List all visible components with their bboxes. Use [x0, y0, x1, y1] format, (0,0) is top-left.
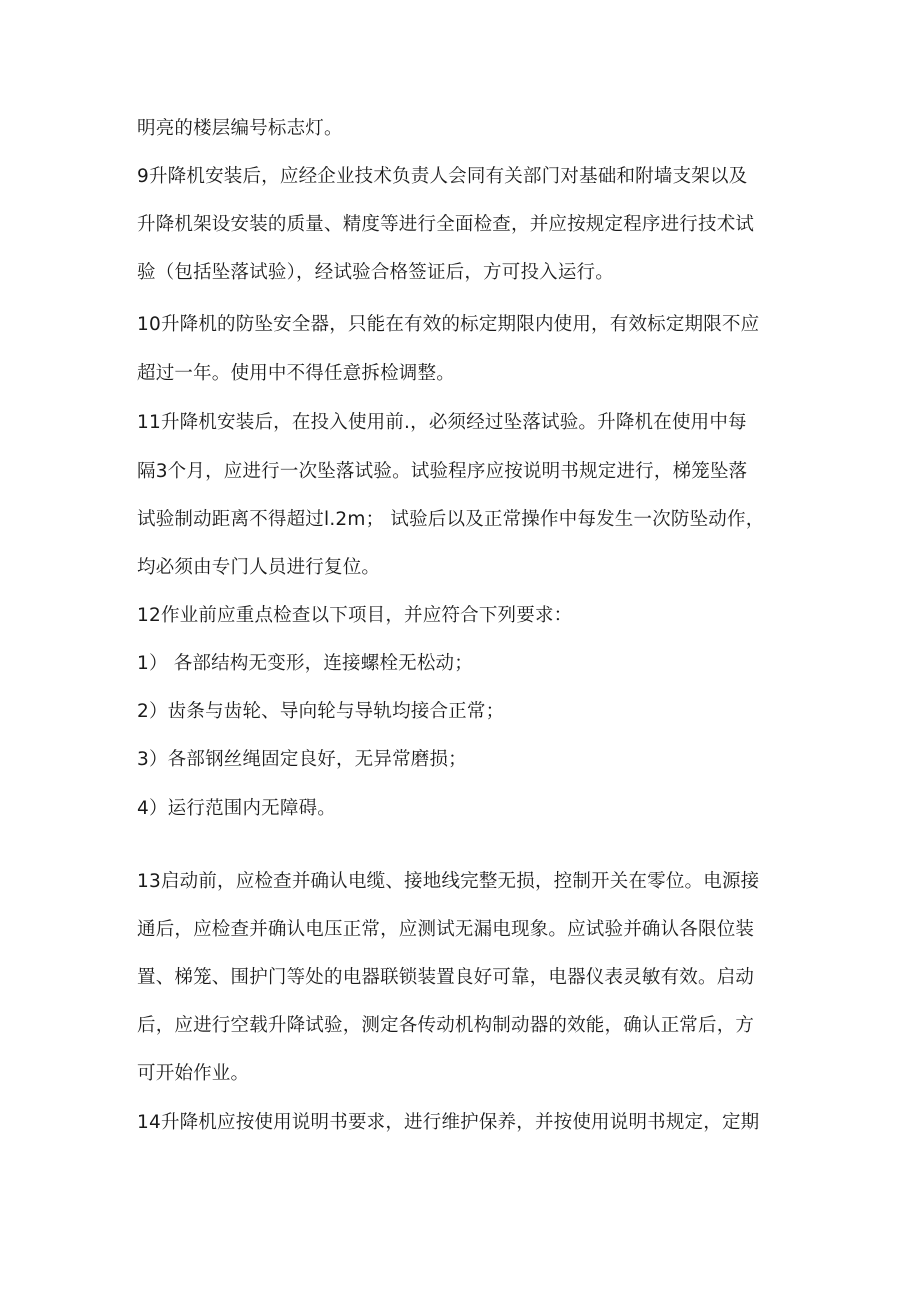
text-line: 验（包括坠落试验），经试验合格签证后，方可投入运行。 — [137, 262, 614, 283]
text-line: 10升降机的防坠安全器，只能在有效的标定期限内使用，有效标定期限不应 — [137, 314, 760, 335]
text-line: 均必须由专门人员进行复位。 — [137, 557, 381, 578]
text-line: 9升降机安装后，应经企业技术负责人会同有关部门对基础和附墙支架以及 — [137, 166, 748, 187]
text-line: 试验制动距离不得超过l.2m； 试验后以及正常操作中每发生一次防坠动作， — [137, 509, 765, 530]
text-line: 超过一年。使用中不得任意拆检调整。 — [137, 363, 455, 384]
text-line: 2）齿条与齿轮、导向轮与导轨均接合正常； — [137, 701, 505, 722]
text-line: 12作业前应重点检查以下项目，并应符合下列要求： — [137, 605, 573, 626]
text-line: 隔3个月，应进行一次坠落试验。试验程序应按说明书规定进行，梯笼坠落 — [137, 461, 748, 482]
text-line: 14升降机应按使用说明书要求，进行维护保养，并按使用说明书规定，定期 — [137, 1112, 760, 1133]
text-line: 3）各部钢丝绳固定良好，无异常磨损； — [137, 749, 467, 770]
text-line: 通后，应检查并确认电压正常，应测试无漏电现象。应试验并确认各限位装 — [137, 919, 755, 940]
text-line: 11升降机安装后，在投入使用前.，必须经过坠落试验。升降机在使用中每 — [137, 412, 747, 433]
text-line: 明亮的楼层编号标志灯。 — [137, 118, 343, 139]
text-line: 4）运行范围内无障碍。 — [137, 798, 336, 819]
text-line: 后，应进行空载升降试验，测定各传动机构制动器的效能，确认正常后，方 — [137, 1015, 755, 1036]
text-line: 升降机架设安装的质量、精度等进行全面检查，并应按规定程序进行技术试 — [137, 214, 755, 235]
text-line: 置、梯笼、围护门等处的电器联锁装置良好可靠，电器仪表灵敏有效。启动 — [137, 967, 755, 988]
text-line: 可开始作业。 — [137, 1063, 250, 1084]
text-line: 1） 各部结构无变形，连接螺栓无松动； — [137, 653, 473, 674]
text-line: 13启动前，应检查并确认电缆、接地线完整无损，控制开关在零位。电源接 — [137, 871, 760, 892]
